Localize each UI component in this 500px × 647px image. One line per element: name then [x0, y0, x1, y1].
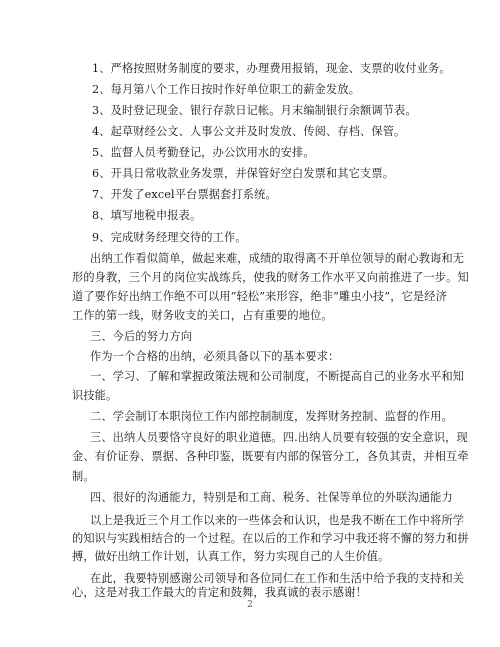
paragraph-line: 的知识与实践相结合的一个过程。在以后的工作和学习中我还将不懈的努力和拼 [72, 532, 469, 545]
paragraph-line: 识技能。 [72, 388, 118, 402]
paragraph-line: 一、学习、了解和掌握政策法规和公司制度，不断提高自己的业务水平和知 [90, 369, 465, 383]
paragraph-line: 制。 [72, 469, 95, 483]
list-item: 9、完成财务经理交待的工作。 [92, 230, 247, 244]
paragraph-line: 出纳工作看似简单，做起来难，成绩的取得离不开单位领导的耐心教诲和无 [90, 251, 465, 265]
list-item: 3、及时登记现金、银行存款日记帐。月末编制银行余额调节表。 [92, 103, 417, 117]
paragraph-line: 三、出纳人员要恪守良好的职业道德。四.出纳人员要有较强的安全意识，现 [90, 431, 468, 445]
paragraph-line: 形的身教，三个月的岗位实战练兵，使我的财务工作水平又向前推进了一步。知 [72, 270, 469, 284]
list-item: 8、填写地税申报表。 [92, 209, 202, 223]
paragraph-line: 二、学会制订本职岗位工作内部控制制度，发挥财务控制、监督的作用。 [90, 410, 453, 424]
list-item: 5、监督人员考勤登记，办公饮用水的安排。 [92, 146, 315, 160]
paragraph-line: 道了要作好出纳工作绝不可以用”轻松”来形容，绝非”雕虫小技”，它是经济 [72, 290, 447, 304]
list-item: 6、开具日常收款业务发票，并保管好空白发票和其它支票。 [92, 167, 395, 181]
paragraph-line: 以上是我近三个月工作以来的一些体会和认识，也是我不断在工作中将所学 [90, 514, 465, 527]
paragraph-line: 心，这是对我工作最大的肯定和鼓舞，我真诚的表示感谢！ [72, 586, 367, 599]
list-item: 7、开发了excel平台票据套打系统。 [92, 188, 277, 202]
list-item: 2、每月第八个工作日按时作好单位职工的薪金发放。 [92, 82, 361, 96]
paragraph-line: 在此，我要特别感谢公司领导和各位同仁在工作和生活中给予我的支持和关 [90, 572, 465, 585]
paragraph-line: 工作的第一线，财务收支的关口，占有重要的地位。 [72, 309, 333, 323]
section-heading: 三、今后的努力方向 [90, 330, 193, 344]
list-item: 4、起草财经公文、人事公文并及时发放、传阅、存档、保管。 [92, 124, 406, 138]
paragraph-line: 搏，做好出纳工作计划，认真工作，努力实现自己的人生价值。 [72, 550, 390, 563]
paragraph-line: 四、很好的沟通能力，特别是和工商、税务、社保等单位的外联沟通能力 [90, 490, 453, 504]
paragraph-line: 作为一个合格的出纳，必须具备以下的基本要求： [90, 349, 340, 363]
page-number: 2 [247, 600, 253, 610]
paragraph-line: 金、有价证券、票据、各种印鉴，既要有内部的保管分工，各负其责，并相互牵 [72, 450, 469, 464]
list-item: 1、严格按照财务制度的要求，办理费用报销，现金、支票的收付业务。 [92, 61, 451, 75]
